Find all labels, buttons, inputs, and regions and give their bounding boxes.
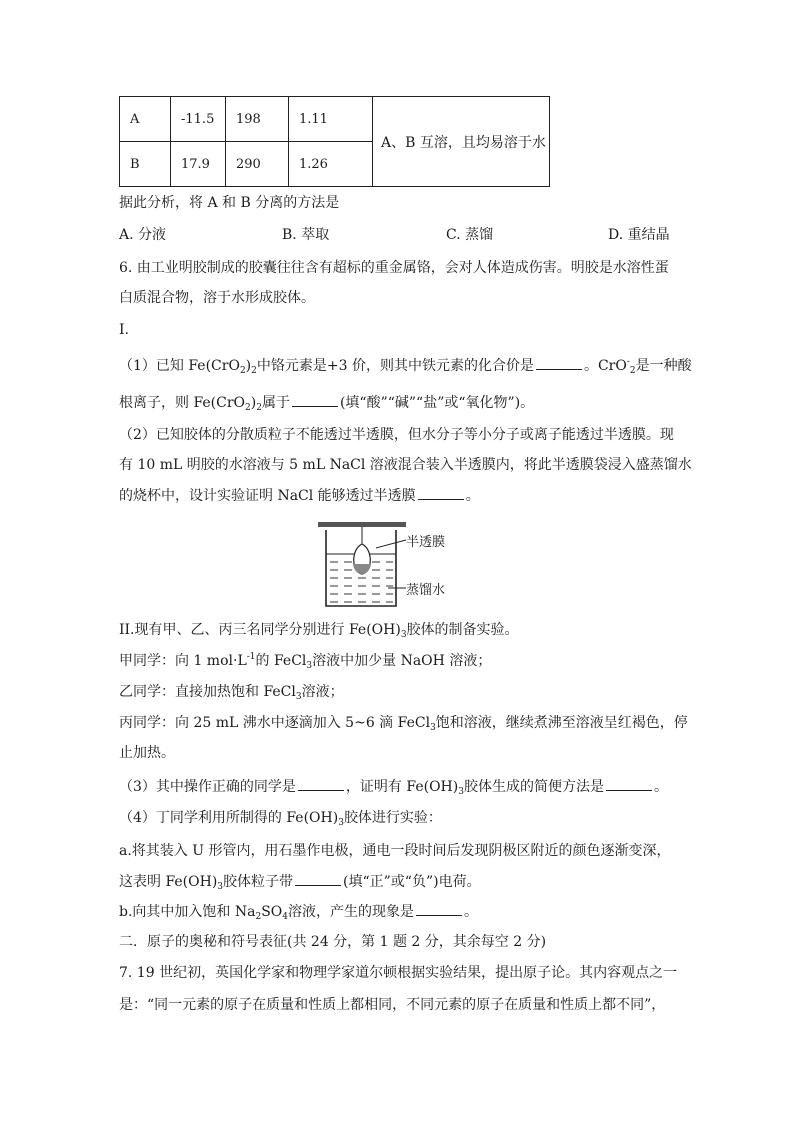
q6-intro-line2: 白质混合物，溶于水形成胶体。 [119,290,315,306]
table-cell: 1.26 [289,142,373,187]
answer-blank[interactable] [416,901,462,916]
table-cell: -11.5 [171,97,226,142]
q5-option-d: D. 重结晶 [608,227,670,243]
properties-table [119,96,550,187]
q7-line1: 7. 19 世纪初，英国化学家和物理学家道尔顿根据实验结果，提出原子论。其内容观点之一 [119,965,678,981]
table-cell: A [120,97,171,142]
q6-p4b: b.向其中加入饱和 $Na_2SO_4$溶液，产生的现象是 。 [119,901,679,922]
table-cell: B [120,142,171,187]
answer-blank[interactable] [418,485,464,500]
q5-stem: 据此分析，将 A 和 B 分离的方法是 [119,195,340,211]
q5-option-c: C. 蒸馏 [446,227,494,243]
student-bing-line2: 止加热。 [119,745,175,761]
q6-p1-line2: 根离子，则 $Fe(CrO_2)_2$属于 (填“酸”“碱”“盐”或“氧化物”)。 [119,392,679,413]
student-bing-line1: 丙同学：向 25 mL 沸水中逐滴加入 5~6 滴 FeCl$_3$饱和溶液，继续煮沸至溶液呈红褐色，停 [119,715,688,733]
table-cell: 198 [226,97,289,142]
q6-p2-line1: （2）已知胶体的分散质粒子不能透过半透膜，但水分子等小分子或离子能透过半透膜。现 [119,427,674,443]
q6-p4a-line1: a.将其装入 U 形管内，用石墨作电极，通电一段时间后发现阴极区附近的颜色逐渐变深， [119,843,671,859]
answer-blank[interactable] [536,355,582,370]
student-yi: 乙同学：直接加热饱和 FeCl$_3$溶液； [119,684,344,702]
section-2-heading: 二．原子的奥秘和符号表征(共 24 分，第 1 题 2 分，其余每空 2 分) [119,934,547,950]
answer-blank[interactable] [292,392,338,407]
q6-p3: （3）其中操作正确的同学是 ，证明有 $Fe(OH)_3$胶体生成的简便方法是 。 [119,776,679,797]
membrane-pointer [376,540,406,548]
answer-blank[interactable] [298,776,344,791]
q6-p1-line1: （1）已知 $Fe(CrO_2)_2$中铬元素是+3 价，则其中铁元素的化合价是 。CrO-$_2$是一种酸 [119,357,692,376]
table-row [120,97,550,142]
q6-p2-line3: 的烧杯中，设计实验证明 NaCl 能够透过半透膜 。 [119,485,679,506]
student-jia: 甲同学：向 1 $mol\cdot L^{-1}$的 FeCl$_3$溶液中加少量 NaOH 溶液； [119,652,492,671]
answer-blank[interactable] [606,776,652,791]
bag-contents [353,564,371,574]
q6-intro-line1: 6. 由工业明胶制成的胶囊往往含有超标的重金属铬，会对人体造成伤害。明胶是水溶性蛋 [119,260,669,276]
table-cell: 1.11 [289,97,373,142]
part1-label: I. [119,322,129,338]
q5-option-a: A. 分液 [119,227,167,243]
q6-p2-line2: 有 10 mL 明胶的水溶液与 5 mL NaCl 溶液混合装入半透膜内，将此半透膜袋浸入盛蒸馏水 [119,457,692,473]
q7-line2: 是：“同一元素的原子在质量和性质上都相同，不同元素的原子在质量和性质上都不同”， [119,997,666,1013]
label-membrane: 半透膜 [406,535,446,550]
q6-p4a-line2: 这表明 $Fe(OH)_3$胶体粒子带 (填“正”或“负”)电荷。 [119,871,679,892]
q5-option-b: B. 萃取 [282,227,330,243]
answer-blank[interactable] [295,871,341,886]
table-cell: 17.9 [171,142,226,187]
label-distilled-water: 蒸馏水 [406,583,446,598]
support-rod [318,522,406,527]
table-cell: 290 [226,142,289,187]
part2-intro: II.现有甲、乙、丙三名同学分别进行 $Fe(OH)_3$胶体的制备实验。 [119,622,519,640]
table-note-cell: A、B 互溶，且均易溶于水 [373,97,550,187]
q6-p4: （4）丁同学利用所制得的 $Fe(OH)_3$胶体进行实验： [119,810,442,828]
beaker-diagram [316,518,416,610]
